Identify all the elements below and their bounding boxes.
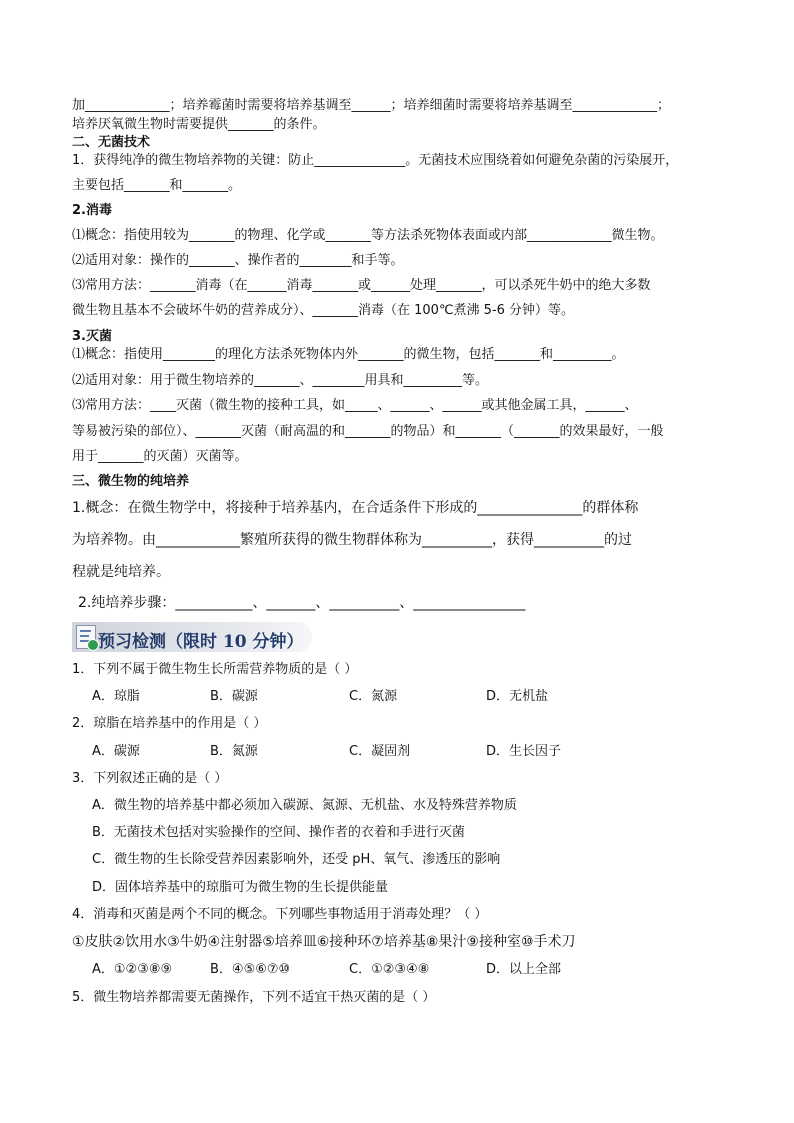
culture-conditions-line-1: 加_____________；培养霉菌时需要将培养基调至______；培养细菌时需要将培养基调至_____________； [72,98,671,113]
section-heading-aseptic: 二、无菌技术 [72,135,151,150]
question-3-option-b: B．无菌技术包括对实验操作的空间、操作者的衣着和手进行灭菌 [92,825,465,840]
question-1-option-d: D．无机盐 [486,689,549,704]
pure-culture-concept-line-1: 1.概念：在微生物学中，将接种于培养基内，在合适条件下形成的_______________的群体称 [72,500,639,516]
question-2-option-c: C．凝固剂 [349,744,411,759]
question-2-option-d: D．生长因子 [486,744,562,759]
question-4-stem: 4．消毒和灭菌是两个不同的概念。下列哪些事物适用于消毒处理？（ ） [72,907,488,922]
question-2-option-b: B．氮源 [210,744,258,759]
question-3-option-a: A．微生物的培养基中都必须加入碳源、氮源、无机盐、水及特殊营养物质 [92,798,517,813]
pure-culture-concept-line-2: 为培养物。由____________繁殖所获得的微生物群体称为__________，获得__________的过 [72,532,632,548]
disinfection-objects: ⑵适用对象：操作的_______、操作者的________和手等。 [72,253,404,268]
question-2-option-a: A．碳源 [92,744,140,759]
disinfection-concept: ⑴概念：指使用较为_______的物理、化学或_______等方法杀死物体表面或内部_____________微生物。 [72,228,664,243]
section-heading-pure-culture: 三、微生物的纯培养 [72,474,190,489]
question-1-stem: 1．下列不属于微生物生长所需营养物质的是（ ） [72,662,358,677]
question-4-option-d: D．以上全部 [486,962,562,977]
question-1-option-b: B．碳源 [210,689,258,704]
aseptic-key-line-1: 1．获得纯净的微生物培养物的关键：防止______________。无菌技术应围绕着如何避免杂菌的污染展开， [72,153,679,168]
question-4-option-c: C．①②③④⑧ [349,962,430,977]
sterilization-objects: ⑵适用对象：用于微生物培养的_______、________用具和_________等。 [72,373,489,388]
sterilization-methods-line-2: 等易被污染的部位）、_______灭菌（耐高温的和_______的物品）和_______（_______的效果最好，一般 [72,424,664,439]
question-3-option-d: D．固体培养基中的琼脂可为微生物的生长提供能量 [92,880,389,895]
question-2-stem: 2．琼脂在培养基中的作用是（ ） [72,716,267,731]
disinfection-methods-line-2: 微生物且基本不会破坏牛奶的营养成分）、_______消毒（在 100℃煮沸 5-6 分钟）等。 [72,303,575,318]
question-1-option-c: C．氮源 [349,689,398,704]
preview-quiz-banner [72,622,312,652]
sterilization-methods-line-1: ⑶常用方法：____灭菌（微生物的接种工具，如_____、______、______或其他金属工具，______、 [72,398,638,413]
subheading-disinfection: 2.消毒 [72,203,112,218]
culture-conditions-line-2: 培养厌氧微生物时需要提供_______的条件。 [72,117,326,132]
preview-quiz-title: 预习检测（限时 10 分钟） [98,632,304,652]
pure-culture-concept-line-3: 程就是纯培养。 [72,564,170,580]
question-5-stem: 5．微生物培养都需要无菌操作，下列不适宜干热灭菌的是（ ） [72,990,436,1005]
disinfection-methods-line-1: ⑶常用方法：_______消毒（在______消毒_______或______处理_______，可以杀死牛奶中的绝大多数 [72,278,651,293]
question-3-stem: 3．下列叙述正确的是（ ） [72,771,228,786]
subheading-sterilization: 3.灭菌 [72,329,112,344]
checklist-icon [76,625,96,649]
question-4-items: ①皮肤②饮用水③牛奶④注射器⑤培养皿⑥接种环⑦培养基⑧果汁⑨接种室⑩手术刀 [72,934,576,950]
question-3-option-c: C．微生物的生长除受营养因素影响外，还受 pH、氧气、渗透压的影响 [92,852,501,867]
pure-culture-steps: 2.纯培养步骤：___________、_______、__________、________________ [78,595,526,611]
sterilization-concept: ⑴概念：指使用________的理化方法杀死物体内外_______的微生物，包括_______和_________。 [72,347,625,362]
question-4-option-a: A．①②③⑧⑨ [92,962,173,977]
sterilization-methods-line-3: 用于_______的灭菌）灭菌等。 [72,449,248,464]
question-1-option-a: A．琼脂 [92,689,140,704]
aseptic-key-line-2: 主要包括_______和_______。 [72,178,242,193]
question-4-option-b: B．④⑤⑥⑦⑩ [210,962,291,977]
